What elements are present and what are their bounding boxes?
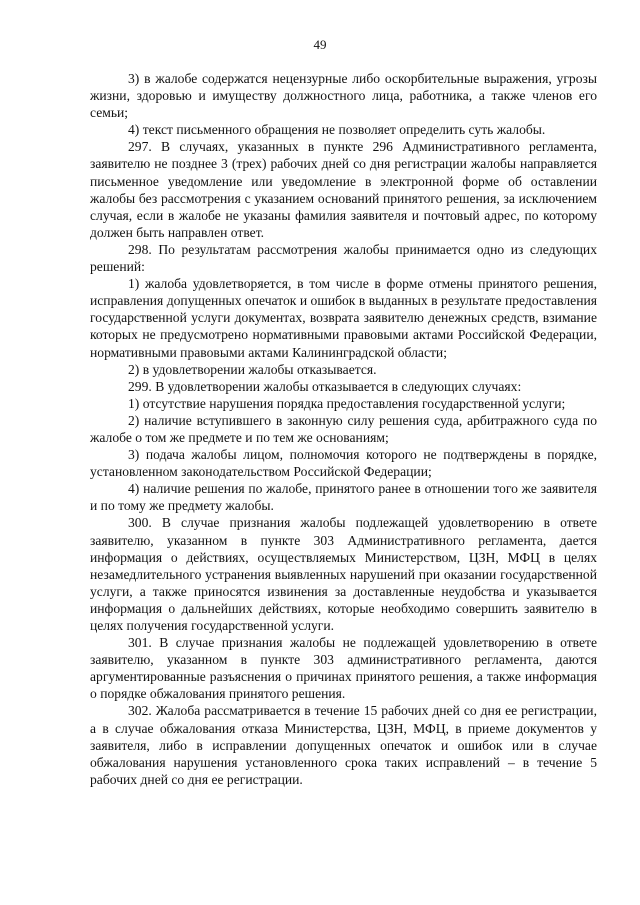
paragraph-item-3: 3) в жалобе содержатся нецензурные либо оскорбительные выражения, угрозы жизни, здоровью и имуществу должностного лица, работника, а также членов его семьи;	[90, 71, 597, 121]
page-number: 49	[313, 37, 327, 52]
paragraph-299-item-4: 4) наличие решения по жалобе, принятого ранее в отношении того же заявителя и по тому же предмету жалобы.	[90, 481, 597, 514]
paragraph-299-item-3: 3) подача жалобы лицом, полномочия которого не подтверждены в порядке, установленном законодательством Российской Федерации;	[90, 447, 597, 480]
paragraph-299: 299. В удовлетворении жалобы отказывается в следующих случаях:	[128, 378, 522, 394]
paragraph-297: 297. В случаях, указанных в пункте 296 Административного регламента, заявителю не позднее 3 (трех) рабочих дней со дня регистрации жалобы направляется письменное уведомление или уведомление в электронной форме об оставлении жалобы без рассмотрения с указанием оснований принятого решения, за исключением случая, если в жалобе не указаны фамилия заявителя и почтовый адрес, по которому должен быть направлен ответ.	[90, 139, 597, 240]
document-body	[90, 70, 597, 788]
paragraph-298-item-1: 1) жалоба удовлетворяется, в том числе в форме отмены принятого решения, исправления допущенных опечаток и ошибок в выданных в результате предоставления государственной услуги документах, возврата заявителю денежных средств, взимание которых не предусмотрено нормативными правовыми актами Российской Федерации, нормативными правовыми актами Калининградской области;	[90, 276, 597, 360]
paragraph-299-item-1: 1) отсутствие нарушения порядка предоставления государственной услуги;	[128, 395, 566, 411]
paragraph-300: 300. В случае признания жалобы подлежащей удовлетворению в ответе заявителю, указанном в пункте 303 Административного регламента, дается информация о действиях, осуществляемых Министерством, ЦЗН, МФЦ в целях незамедлительного устранения выявленных нарушений при оказании государственной услуги, а также приносятся извинения за доставленные неудобства и указывается информация о дальнейших действиях, которые необходимо совершить заявителю в целях получения государственной услуги.	[90, 515, 597, 633]
paragraph-302: 302. Жалоба рассматривается в течение 15 рабочих дней со дня ее регистрации, а в случае обжалования отказа Министерства, ЦЗН, МФЦ, в приеме документов у заявителя, либо в исправлении допущенных опечаток и ошибок или в случае обжалования нарушения установленного срока таких исправлений – в течение 5 рабочих дней со дня ее регистрации.	[90, 703, 597, 787]
paragraph-item-4: 4) текст письменного обращения не позволяет определить суть жалобы.	[128, 122, 546, 138]
paragraph-298: 298. По результатам рассмотрения жалобы принимается одно из следующих решений:	[90, 241, 597, 275]
paragraph-301: 301. В случае признания жалобы не подлежащей удовлетворению в ответе заявителю, указанном в пункте 303 административного регламента, даются аргументированные разъяснения о причинах принятого решения, а также информация о порядке обжалования принятого решения.	[90, 635, 597, 702]
paragraph-299-item-2: 2) наличие вступившего в законную силу решения суда, арбитражного суда по жалобе о том же предмете и по тем же основаниям;	[90, 412, 597, 445]
paragraph-298-item-2: 2) в удовлетворении жалобы отказывается.	[128, 361, 377, 377]
